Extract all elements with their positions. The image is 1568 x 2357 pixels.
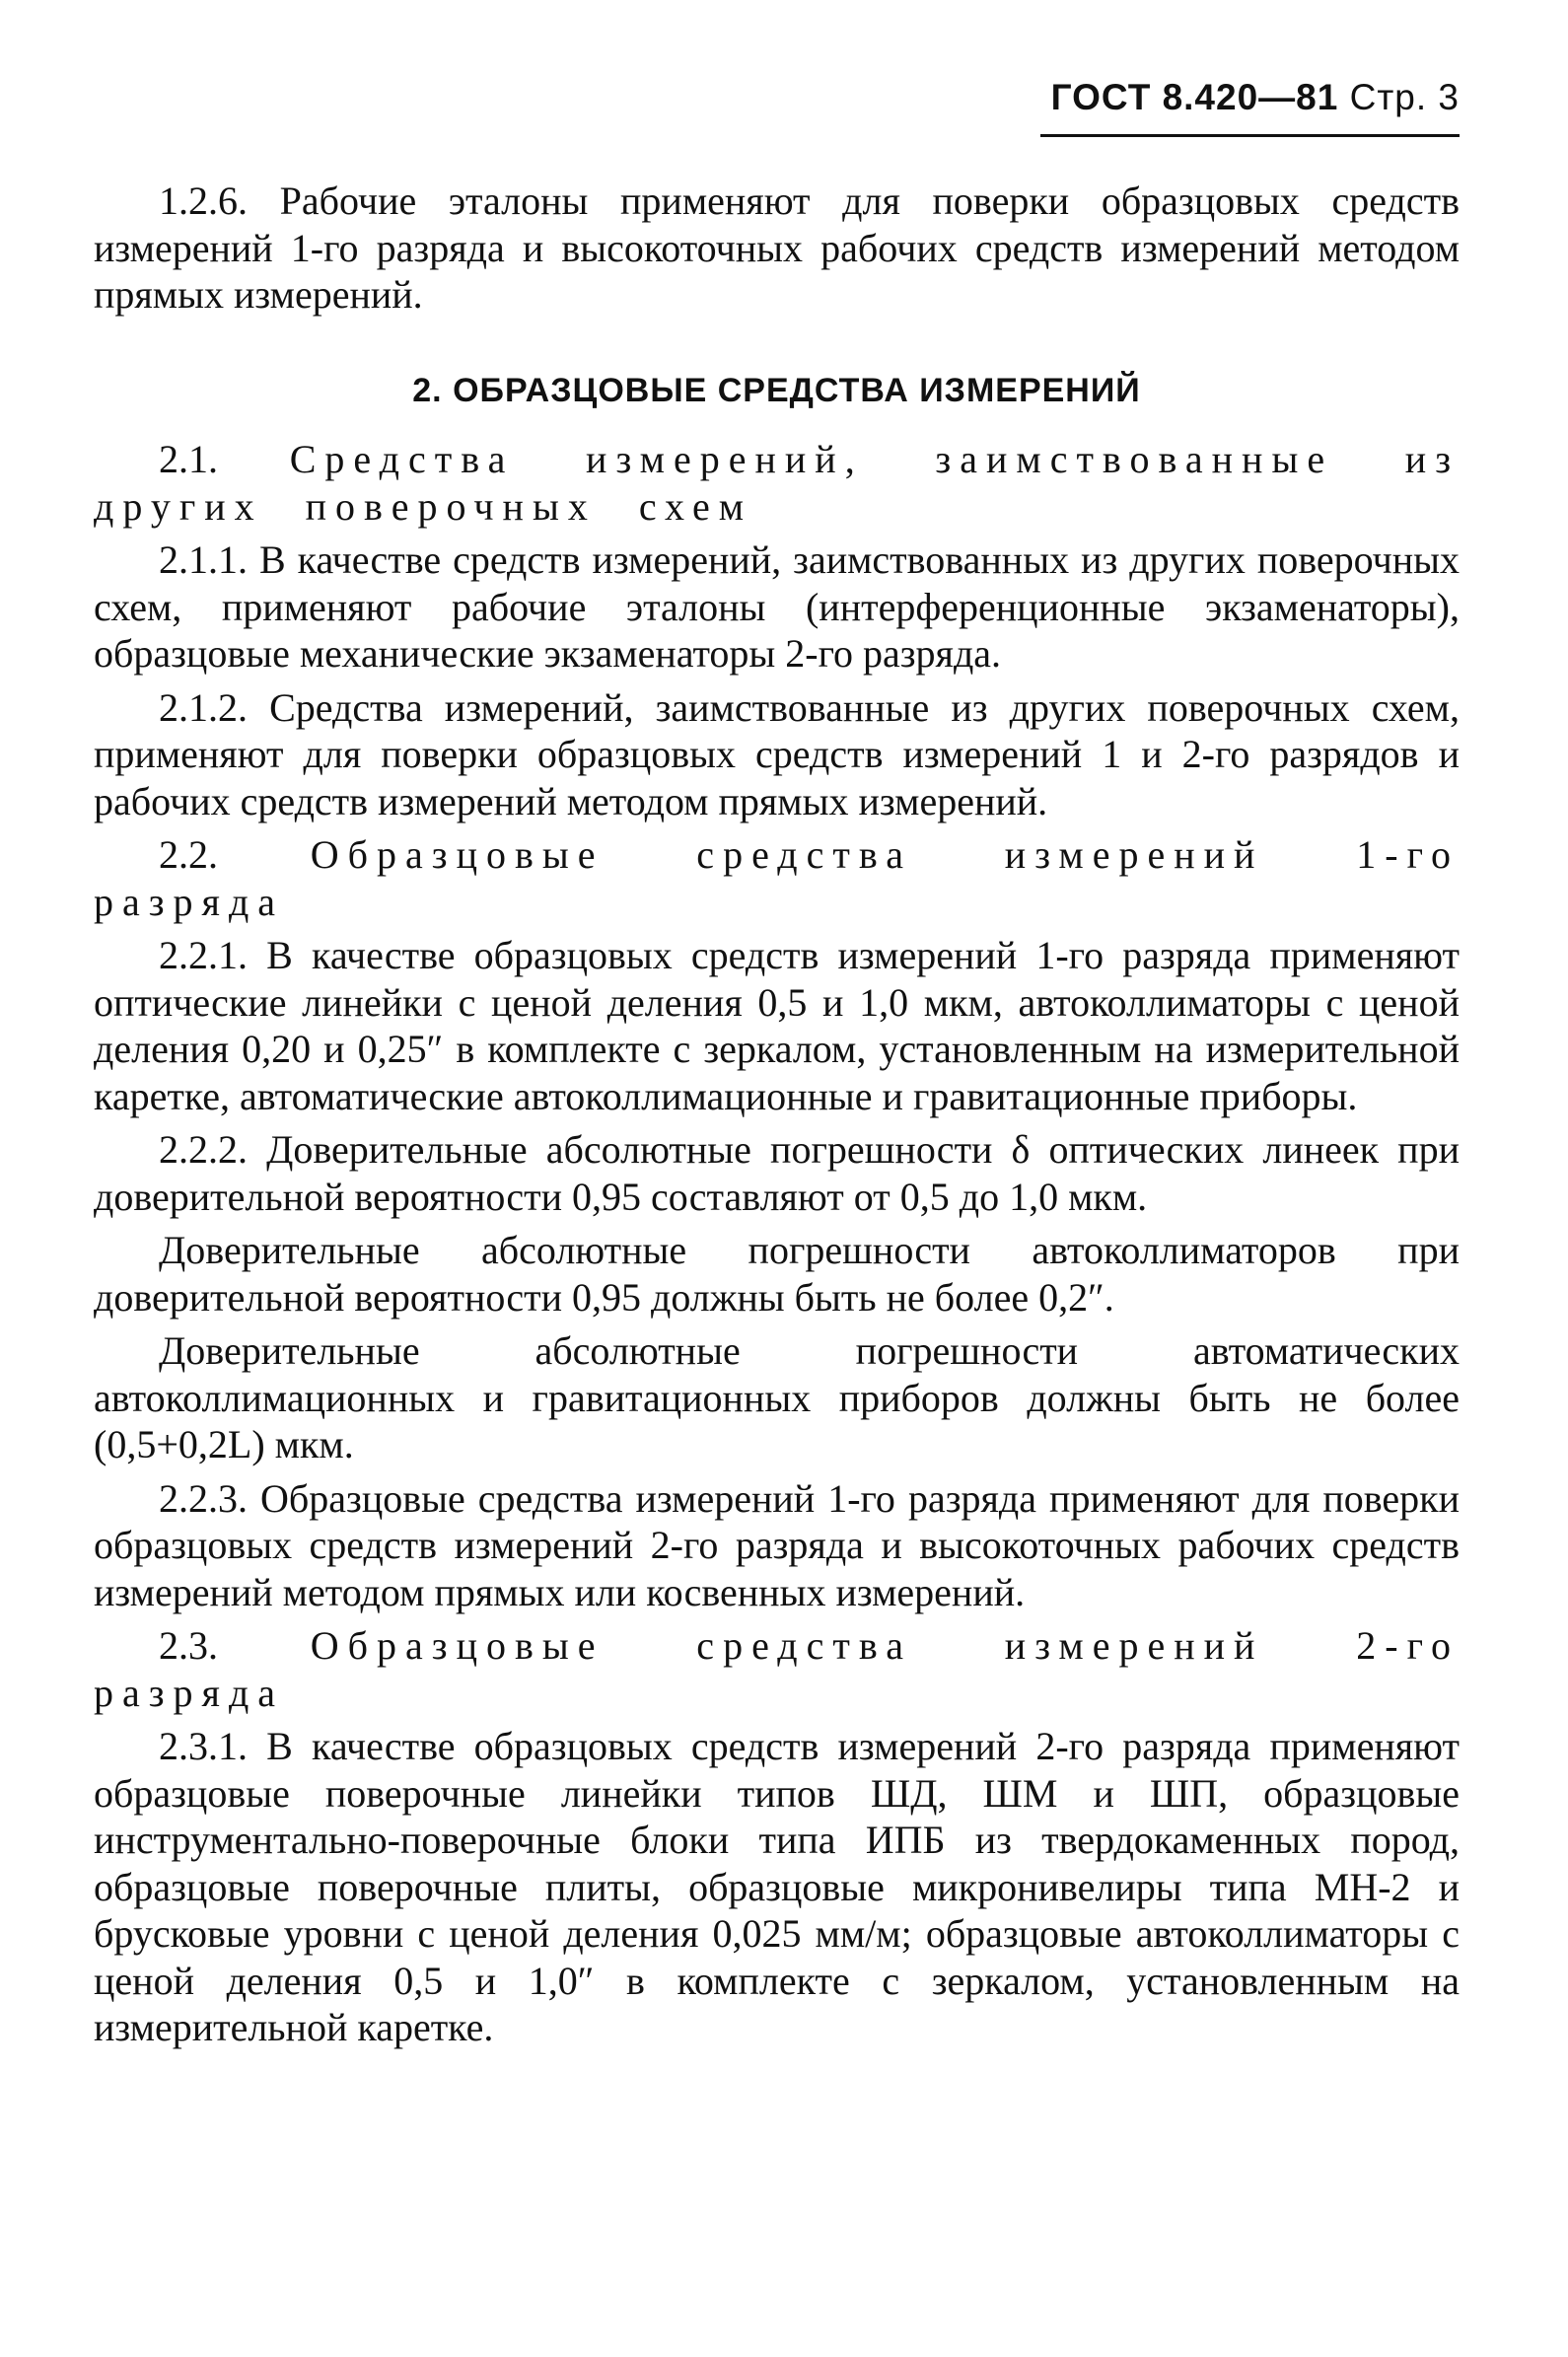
page-number: Стр. 3 bbox=[1349, 77, 1460, 117]
page-header bbox=[1035, 77, 1460, 118]
paragraph-2-2-3: 2.2.3. Образцовые средства измерений 1-го разряда применяют для поверки образцовых средств измерений 2-го разряда и высокоточных рабочих средств измерений методом прямых или косвенных измерений. bbox=[94, 1475, 1460, 1614]
paragraph-1-2-6: 1.2.6. Рабочие эталоны применяют для поверки образцовых средств измерений 1-го разряда и высокоточных рабочих средств измерений методом прямых измерений. bbox=[94, 179, 1460, 317]
header-rule bbox=[1040, 134, 1460, 137]
heading-2-3-text: Образцовые средства измерений 2-го разряда bbox=[94, 1623, 1460, 1715]
paragraph-2-2-1: 2.2.1. В качестве образцовых средств измерений 1-го разряда применяют оптические линейки с ценой деления 0,5 и 1,0 мкм, автоколлиматоры с ценой деления 0,20 и 0,25″ в комплекте с зеркалом, установленным на измерительной каретке, автоматические автоколлимационные и гравитационные приборы. bbox=[94, 933, 1460, 1118]
heading-2-2-text: Образцовые средства измерений 1-го разряда bbox=[94, 832, 1460, 924]
section-title: 2. ОБРАЗЦОВЫЕ СРЕДСТВА ИЗМЕРЕНИЙ bbox=[412, 371, 1141, 409]
paragraph-2-3-1: 2.3.1. В качестве образцовых средств измерений 2-го разряда применяют образцовые поверочные линейки типов ШД, ШМ и ШП, образцовые инструментально-поверочные блоки типа ИПБ из твердокаменных пород, образцовые поверочные плиты, образцовые микронивелиры типа МН-2 и брусковые уровни с ценой деления 0,025 мм/м; образцовые автоколлиматоры с ценой деления 0,5 и 1,0″ в комплекте с зеркалом, установленным на измерительной каретке. bbox=[94, 1724, 1460, 2049]
paragraph-2-1-1: 2.1.1. В качестве средств измерений, заимствованных из других поверочных схем, применяют рабочие эталоны (интерференционные экзаменаторы), образцовые механические экзаменаторы 2-го разряда. bbox=[94, 537, 1460, 676]
paragraph-2-1-2: 2.1.2. Средства измерений, заимствованные из других поверочных схем, применяют для поверки образцовых средств измерений 1 и 2-го разрядов и рабочих средств измерений методом прямых измерений. bbox=[94, 684, 1460, 823]
heading-2-3 bbox=[94, 1622, 1460, 1716]
paragraph-2-2-2-automatic: Доверительные абсолютные погрешности автоматических автоколлимационных и гравитационных приборов должны быть не более (0,5+0,2L) мкм. bbox=[94, 1328, 1460, 1466]
heading-2-1 bbox=[94, 436, 1460, 530]
heading-2-2 bbox=[94, 831, 1460, 925]
heading-2-3-number: 2.3. bbox=[159, 1623, 218, 1668]
paragraph-2-2-2-autocollimators: Доверительные абсолютные погрешности автоколлиматоров при доверительной вероятности 0,95 должны быть не более 0,2″. bbox=[94, 1228, 1460, 1320]
document-body bbox=[94, 178, 1460, 2051]
heading-2-1-number: 2.1. bbox=[159, 437, 218, 481]
document-number: ГОСТ 8.420—81 bbox=[1050, 77, 1339, 117]
heading-2-2-number: 2.2. bbox=[159, 832, 218, 877]
paragraph-2-2-2: 2.2.2. Доверительные абсолютные погрешности δ оптических линеек при доверительной вероятности 0,95 составляют от 0,5 до 1,0 мкм. bbox=[94, 1127, 1460, 1219]
heading-2-1-text: Средства измерений, заимствованные из других поверочных схем bbox=[94, 437, 1461, 529]
